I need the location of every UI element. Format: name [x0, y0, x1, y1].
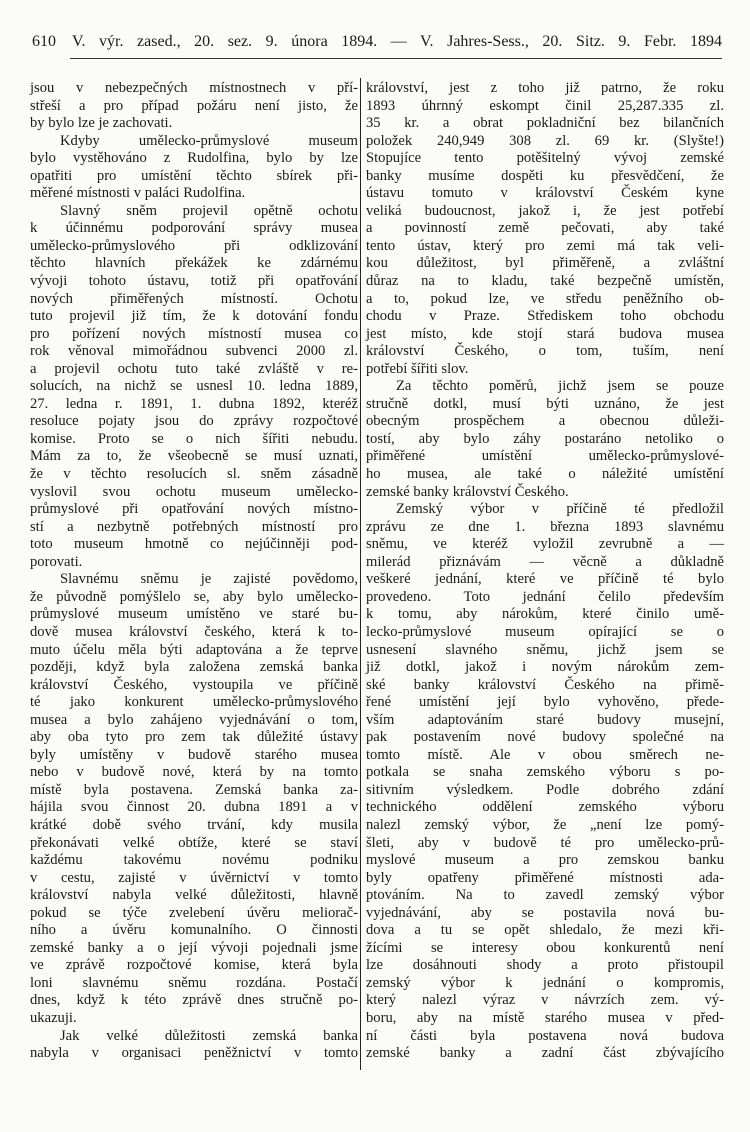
- text-line: provedeno. Toto jednání čelilo především: [366, 588, 724, 605]
- paragraph: [30, 203, 358, 571]
- text-line: království Českého, vystoupila ve příčině: [30, 676, 358, 693]
- text-line: tento ústav, který pro zemi má tak veli-: [366, 237, 724, 254]
- text-line: a to, pokud lze, ve středu peněžního ob-: [366, 290, 724, 307]
- text-line: stručně dotkl, musí býti uznáno, že jest: [366, 395, 724, 412]
- text-line: byly umístěny v budově starého musea: [30, 746, 358, 763]
- paragraph: [366, 80, 724, 378]
- text-line: vývoji tohoto ústavu, totiž při opatřování: [30, 273, 358, 290]
- text-line: opatřiti pro umístění těchto sbírek při-: [30, 167, 358, 184]
- text-line: byly opatřeny přiměřené místnosti ada-: [366, 869, 724, 886]
- text-line: technického oddělení zemského výboru: [366, 799, 724, 816]
- text-line: obecným prospěchem a obecnou důleži-: [366, 413, 724, 430]
- text-line: vyjednávání, aby se postavila nová bu-: [366, 904, 724, 921]
- paragraph: [30, 571, 358, 1027]
- text-line: že v těchto resolucích sl. sněm zásadně: [30, 466, 358, 483]
- text-line: ve zprávě rozpočtové komise, která byla: [30, 957, 358, 974]
- text-line: důraz na to kladu, také bezpečně umístěn,: [366, 273, 724, 290]
- paragraph: [366, 501, 724, 1063]
- text-line: kou důležitost, byl přiměřeně, a zvláštní: [366, 255, 724, 272]
- text-line: království Českého, o tom, tuším, není: [366, 343, 724, 360]
- text-line: sněmu, ve kteréž vyložil zevrubně a —: [366, 536, 724, 553]
- column-divider: [360, 78, 361, 1070]
- text-line: stí a nezbytně potřebných místností pro: [30, 518, 358, 535]
- text-line: průmyslové při opatřování nových místno-: [30, 501, 358, 518]
- text-line: Za těchto poměrů, jichž jsem se pouze: [396, 378, 724, 395]
- text-line: 27. ledna r. 1891, 1. dubna 1892, kteréž: [30, 395, 358, 412]
- text-line: místě byla postavena. Zemská banka za-: [30, 781, 358, 798]
- text-line: ukazuji.: [30, 1009, 77, 1026]
- text-line: zemské banky a zadní část zbývajícího: [366, 1045, 724, 1062]
- text-line: chodu v Praze. Střediskem toho obchodu: [366, 308, 724, 325]
- text-line: nabyla v organisaci peněžnictví v tomto: [30, 1045, 358, 1062]
- text-line: loni slavnému sněmu rozdána. Postačí: [30, 974, 358, 991]
- text-line: království nabyla velké důležitosti, hlavně: [30, 887, 358, 904]
- text-line: muto účelu měla býti adaptována a že teprve: [30, 641, 358, 658]
- text-line: Slavnému sněmu je zajisté povědomo,: [60, 571, 358, 588]
- text-line: krátké době svého trvání, kdy musila: [30, 816, 358, 833]
- text-line: zemský výbor k jednání o kompromis,: [366, 974, 724, 991]
- text-line: dově musea království českého, která k to-: [30, 623, 358, 640]
- text-line: zemské banky království Českého.: [366, 483, 569, 500]
- text-line: řené umístění její bylo vyhověno, přede-: [366, 694, 724, 711]
- text-line: 35 kr. a obrat pokladniční bez bilančních: [366, 115, 724, 132]
- text-line: Slavný sněm projevil opětně ochotu: [60, 202, 358, 219]
- text-line: a projevil ochotu tuto také zvláště v re-: [30, 360, 358, 377]
- text-line: potkala se snaha zemského výboru s po-: [366, 764, 724, 781]
- text-line: nalezl zemský výbor, že „není lze pomý-: [366, 816, 724, 833]
- text-line: jest místo, kde stojí stará budova musea: [366, 325, 724, 342]
- text-line: ptováním. Na to zavedl zemský výbor: [366, 887, 724, 904]
- text-line: tomto místě. Ale v obou směrech ne-: [366, 746, 724, 763]
- text-line: již dotkl, jakož i novým nárokům zem-: [366, 659, 724, 676]
- text-line: v cestu, zajisté v úvěrnictví v tomto: [30, 869, 358, 886]
- text-line: položek 240,949 308 zl. 69 kr. (Slyšte!): [366, 132, 724, 149]
- text-line: Kdyby umělecko-průmyslové museum: [60, 132, 358, 149]
- text-line: dova a tu se opět shledalo, že mezi kři-: [366, 922, 724, 939]
- text-line: šleti, aby v budově té pro umělecko-prů-: [366, 834, 724, 851]
- text-line: jsou v nebezpečných místnostnech v pří-: [30, 80, 358, 96]
- text-line: Zemský výbor v příčině té předložil: [396, 501, 724, 518]
- paragraph: [30, 80, 358, 133]
- text-line: usnesení slavného sněmu, jichž jsem se: [366, 641, 724, 658]
- text-line: ní části byla postavena nová budova: [366, 1027, 724, 1044]
- text-line: každému takovému novému podniku: [30, 852, 358, 869]
- text-line: nebo v budově nové, která by na tomto: [30, 764, 358, 781]
- text-line: těchto hlavních překážek ke zdárnému: [30, 255, 358, 272]
- text-line: 1893 úhrnný eskompt činil 25,287.335 zl.: [366, 97, 724, 114]
- running-header: [32, 33, 722, 55]
- text-line: ústavu tomuto v království Českém kyne: [366, 185, 724, 202]
- text-line: tuto projevil již tím, že k dotování fondu: [30, 308, 358, 325]
- text-line: rok věnoval mimořádnou subvenci 2000 zl.: [30, 343, 358, 360]
- text-line: průmyslové museum umístěno ve staré bu-: [30, 606, 358, 623]
- text-line: později, když byla založena zemská banka: [30, 659, 358, 676]
- text-line: milerád přiznávám — věcně a důkladně: [366, 553, 724, 570]
- text-line: hájila svou činnost 20. dubna 1891 a v: [30, 799, 358, 816]
- text-line: veškeré jednání, které ve příčině té bylo: [366, 571, 724, 588]
- paragraph: [366, 378, 724, 501]
- text-line: toto museum hmotně co nejúčinněji pod-: [30, 536, 358, 553]
- text-line: potřebí šířiti slov.: [366, 360, 469, 377]
- text-line: sitivním výsledkem. Podle dobrého zdání: [366, 781, 724, 798]
- text-line: Mám za to, že všeobecně se musí uznati,: [30, 448, 358, 465]
- text-line: ního a úvěru komunalního. O činnosti: [30, 922, 358, 939]
- text-line: pokud se týče zvelebení úvěru meliorač-: [30, 904, 358, 921]
- text-line: umělecko-průmyslového při odklizování: [30, 237, 358, 254]
- text-line: pro pořízení nových místností musea co: [30, 325, 358, 342]
- text-line: dnes, když k této zprávě dnes stručně po-: [30, 992, 358, 1009]
- text-line: lecko-průmyslové museum opírající se o: [366, 623, 724, 640]
- text-line: musea a bylo zahájeno vyjednávání o tom,: [30, 711, 358, 728]
- text-line: té jako konkurent umělecko-průmyslového: [30, 694, 358, 711]
- text-line: resoluce pojaty jsou do zprávy rozpočtové: [30, 413, 358, 430]
- text-line: že původně pomýšlelo se, aby bylo umělecko-: [30, 588, 358, 605]
- text-line: a povinností země pečovati, aby také: [366, 220, 724, 237]
- page-number: 610: [32, 33, 56, 50]
- text-line: ho musea, ale také o náležité umístění: [366, 466, 724, 483]
- text-line: aby oba tyto pro zem tak důležité ústavy: [30, 729, 358, 746]
- text-line: solucích, na nichž se usnesl 10. ledna 1889,: [30, 378, 358, 395]
- text-line: který nalezl výraz v návrzích zem. vý-: [366, 992, 724, 1009]
- text-line: střeší a pro případ požáru není jisto, že: [30, 97, 358, 114]
- text-line: lze dosáhnouti shody a proto přistoupil: [366, 957, 724, 974]
- text-line: přiměřené umístění umělecko-průmyslové-: [366, 448, 724, 465]
- text-line: porovati.: [30, 553, 83, 570]
- text-line: překonávati velké obtíže, které se staví: [30, 834, 358, 851]
- text-line: nových přiměřených místností. Ochotu: [30, 290, 358, 307]
- left-column: [30, 80, 358, 1063]
- text-line: žícími se interesy obou konkurentů není: [366, 939, 724, 956]
- right-column: [366, 80, 724, 1063]
- paragraph: [30, 1028, 358, 1063]
- text-line: vyslovil svou ochotu museum umělecko-: [30, 483, 358, 500]
- header-title: V. výr. zased., 20. sez. 9. února 1894. — V. Jahres-Sess., 20. Sitz. 9. Febr. 1894: [72, 33, 722, 50]
- text-line: tostí, aby bylo záhy postaráno netoliko o: [366, 430, 724, 447]
- text-line: ské banky království Českého na přimě-: [366, 676, 724, 693]
- text-line: Jak velké důležitosti zemská banka: [60, 1027, 358, 1044]
- header-rule: [70, 58, 722, 59]
- text-line: k účinnému podporování správy musea: [30, 220, 358, 237]
- text-line: myslové museum a pro zemskou banku: [366, 852, 724, 869]
- text-line: zemské banky a o její vývoji pojednali jsme: [30, 939, 358, 956]
- text-line: by bylo lze je zachovati.: [30, 115, 173, 132]
- text-line: komise. Proto se o nich šířiti nebudu.: [30, 430, 358, 447]
- text-line: Stopujíce tento potěšitelný vývoj zemské: [366, 150, 724, 167]
- text-line: boru, aby na místě starého musea v před-: [366, 1009, 724, 1026]
- text-line: veliká budoucnost, jakož i, že jest potřebí: [366, 202, 724, 219]
- text-line: zprávu ze dne 1. března 1893 slavnému: [366, 518, 724, 535]
- text-line: k tomu, aby nárokům, které činilo umě-: [366, 606, 724, 623]
- text-line: bylo vystěhováno z Rudolfina, bylo by lze: [30, 150, 358, 167]
- paragraph: [30, 133, 358, 203]
- text-line: vším adaptováním staré budovy musejní,: [366, 711, 724, 728]
- text-line: banky musíme dospěti ku přesvědčení, že: [366, 167, 724, 184]
- text-line: měřené místnosti v paláci Rudolfina.: [30, 185, 246, 202]
- text-line: království, jest z toho již patrno, že roku: [366, 80, 724, 96]
- text-line: pak postavením nové budovy společné na: [366, 729, 724, 746]
